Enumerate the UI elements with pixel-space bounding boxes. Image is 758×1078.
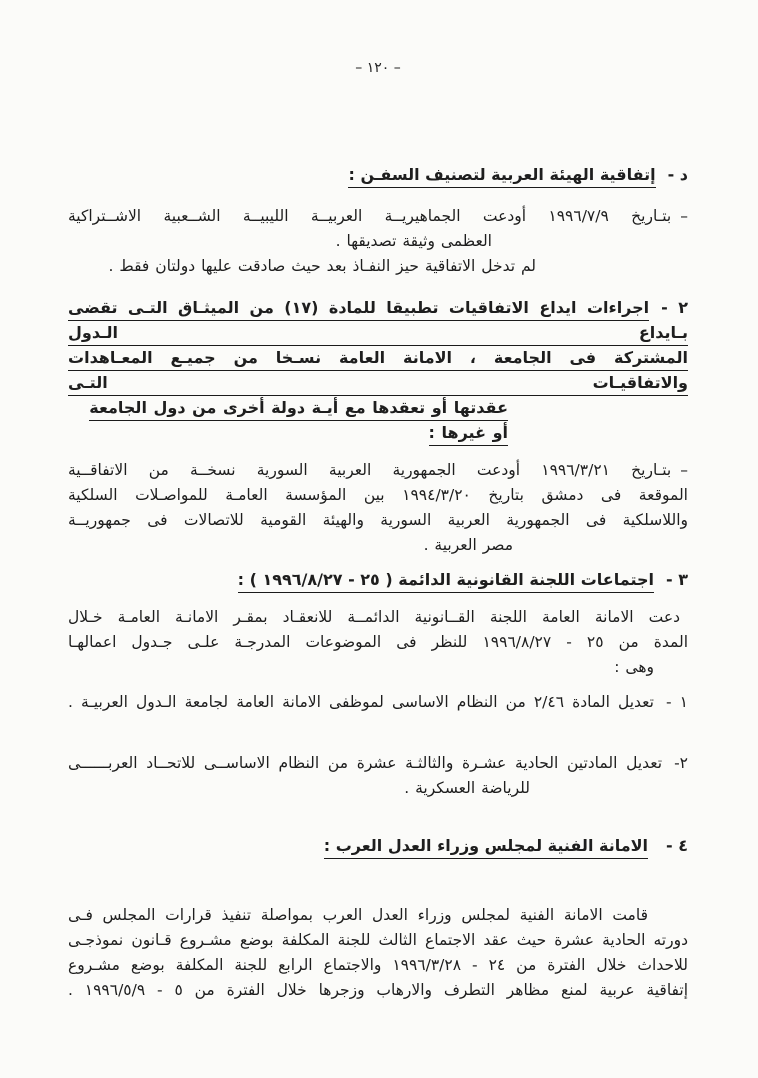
paragraph-line: دعت الامانة العامة اللجنة القــانونية الدائمــة للانعقـاد بمقـر الامانـة العامـة خـلال [68, 608, 680, 626]
section-d-title: إتفاقية الهيئة العربية لتصنيف السفـن : [348, 165, 655, 188]
bullet-dash: – [680, 461, 688, 479]
bullet-text: بتـاريخ ١٩٩٦/٧/٩ أودعت الجماهيريــة العربيــة الليبيــة الشــعبية الاشــتراكية [68, 207, 672, 225]
list-item-1-text: تعديل المادة ٢/٤٦ من النظام الاساسى لموظفى الامانة العامة لجامعة الـدول العربيـة . [68, 693, 654, 711]
bullet-line [68, 204, 688, 229]
heading-line [68, 295, 688, 345]
section-3-title: اجتماعات اللجنة القانونية الدائمة ( ٢٥ - ١٩٩٦/٨/٢٧ ) : [238, 570, 654, 593]
list-item-line: للرياضة العسكرية . [404, 779, 530, 797]
bullet-text: بتـاريخ ١٩٩٦/٣/٢١ أودعت الجمهورية العربية السورية نسخــة من الاتفاقــية [68, 461, 672, 479]
paragraph-line: دورته الحادية عشرة حيث عقد الاجتماع الثالث للجنة المكلفة بوضع مشـروع قـانون نموذجـى [68, 931, 688, 949]
bullet-line: واللاسلكية فى الجمهورية العربية السورية والهيئة القومية للاتصالات فى جمهوريــة [68, 511, 688, 529]
bullet-line: الموقعة فى دمشق بتاريخ ١٩٩٤/٣/٢٠ بين المؤسسة العامـة للمواصـلات السلكية [68, 486, 688, 504]
paragraph-line: للاحداث خلال الفترة من ٢٤ - ١٩٩٦/٣/٢٨ والاجتماع الرابع للجنة المكلفة بوضع مشـروع [68, 956, 689, 974]
section-d-marker: د - [667, 165, 688, 184]
paragraph-line: إتفاقية عربية لمنع مظاهر التطرف والارهاب وزجرها خلال الفترة من ٥ - ١٩٩٦/٥/٩ . [68, 981, 689, 999]
section-d-bullet [68, 204, 688, 279]
heading-line [68, 345, 688, 395]
list-item-line [68, 751, 688, 776]
section-2-heading [68, 295, 688, 445]
section-2-marker: ٢ - [661, 298, 688, 317]
section-2-bullet [68, 458, 688, 558]
bullet-line: العظمى وثيقة تصديقها . [335, 232, 492, 250]
list-item-2 [68, 751, 688, 801]
section-4-title: الامانة الفنية لمجلس وزراء العدل العرب : [324, 836, 648, 859]
note-line: لم تدخل الاتفاقية حيز النفـاذ بعد حيث صادقت عليها دولتان فقط . [108, 257, 536, 275]
section-3-paragraph [68, 605, 688, 680]
section-3-marker: ٣ - [666, 570, 688, 589]
list-item-2-text: تعديل المادتين الحادية عشـرة والثالثـة عشرة من النظام الاساســى للاتحــاد العربــــــى [68, 754, 663, 772]
section-4-marker: ٤ - [666, 836, 688, 855]
paragraph-line: المدة من ٢٥ - ١٩٩٦/٨/٢٧ للنظر فى الموضوعات المدرجـة علـى جـدول اعمالهـا [68, 633, 689, 651]
section-2-title-line-3: عقدتها أو تعقدها مع أيـة دولة أخرى من دول الجامعة أو غيرها : [89, 398, 508, 446]
list-item-1 [68, 690, 688, 715]
page-number: – ١٢٠ – [355, 60, 401, 76]
list-item-2-marker: ٢- [674, 754, 688, 772]
heading-line [68, 395, 508, 445]
section-2-title-line-2: المشتركة فى الجامعة ، الامانة العامة نسـخا من جميـع المعـاهدات والاتفاقيـات التـى [68, 348, 688, 396]
bullet-dash: – [680, 207, 688, 225]
bullet-line [68, 458, 688, 483]
section-2-title-line-1: اجراءات ايداع الاتفاقيات تطبيقا للمادة (١٧) من الميثـاق التـى تقضى بـايداع الـدول [68, 298, 688, 346]
section-d-heading [68, 162, 688, 188]
bullet-line: مصر العربية . [423, 536, 513, 554]
paragraph-line: قامت الامانة الفنية لمجلس وزراء العدل العرب بمواصلة تنفيذ قرارات المجلس فـى [68, 906, 648, 924]
section-4-paragraph [68, 903, 688, 1003]
section-3-heading [68, 567, 688, 593]
section-4-heading [68, 833, 688, 859]
list-item-1-marker: ١ - [665, 693, 688, 711]
paragraph-line: وهى : [614, 658, 654, 676]
